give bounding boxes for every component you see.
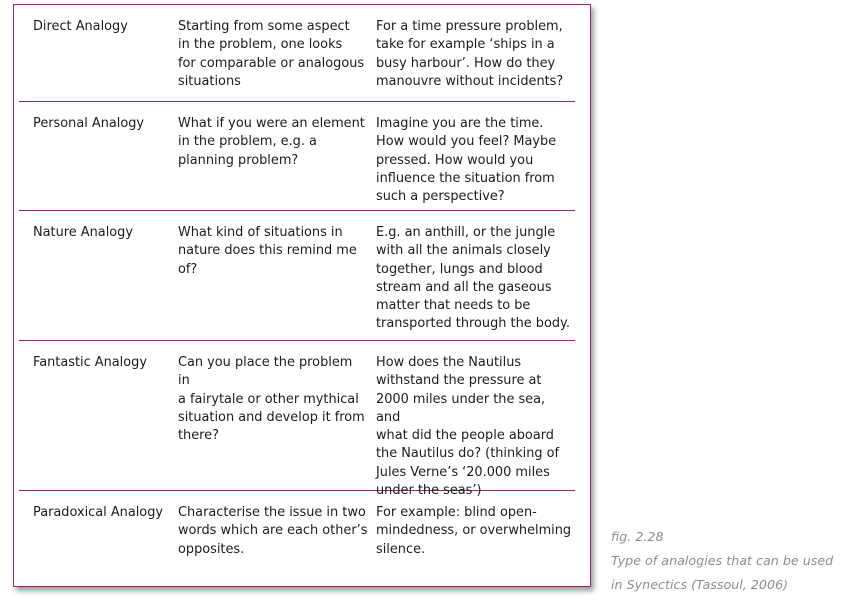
analogies-table (13, 4, 591, 587)
analogy-type: Nature Analogy (33, 225, 133, 240)
analogy-type: Direct Analogy (33, 19, 128, 34)
analogy-description: Characterise the issue in two words which are each other’s opposites. (178, 505, 368, 557)
table-row (19, 491, 575, 586)
table-row (19, 102, 575, 211)
figure-number: fig. 2.28 (611, 529, 664, 544)
analogy-example: For a time pressure problem, take for example ‘ships in a busy harbour’. How do they manouvre without incidents? (376, 19, 564, 89)
table-row (19, 5, 575, 102)
analogy-description: Can you place the problem in a fairytale or other mythical situation and develop it from there? (178, 355, 365, 444)
analogy-type: Paradoxical Analogy (33, 505, 164, 520)
analogy-example: How does the Nautilus withstand the pressure at 2000 miles under the sea, and what did the people aboard the Nautilus do? (thinking of Jules Verne’s ‘20.000 miles under the seas’) (376, 355, 560, 499)
caption-line-2: in Synectics (Tassoul, 2006) (611, 577, 789, 592)
analogy-type: Fantastic Analogy (33, 355, 147, 370)
table-row (19, 211, 575, 341)
analogy-type: Personal Analogy (33, 116, 145, 131)
table-row (19, 341, 575, 499)
caption-line-1: Type of analogies that can be used (611, 553, 834, 568)
analogy-example: Imagine you are the time. How would you feel? Maybe pressed. How would you influence the situation from such a perspective? (376, 116, 557, 205)
analogy-description: Starting from some aspect in the problem, one looks for comparable or analogous situations (178, 19, 365, 89)
analogy-description: What if you were an element in the problem, e.g. a planning problem? (178, 116, 365, 168)
analogy-example: E.g. an anthill, or the jungle with all the animals closely together, lungs and blood stream and all the gaseous matter that needs to be transported through the body. (376, 225, 570, 332)
figure-caption (611, 525, 833, 597)
analogy-example: For example: blind open- mindedness, or overwhelming silence. (376, 505, 572, 557)
analogy-description: What kind of situations in nature does this remind me of? (178, 225, 357, 277)
